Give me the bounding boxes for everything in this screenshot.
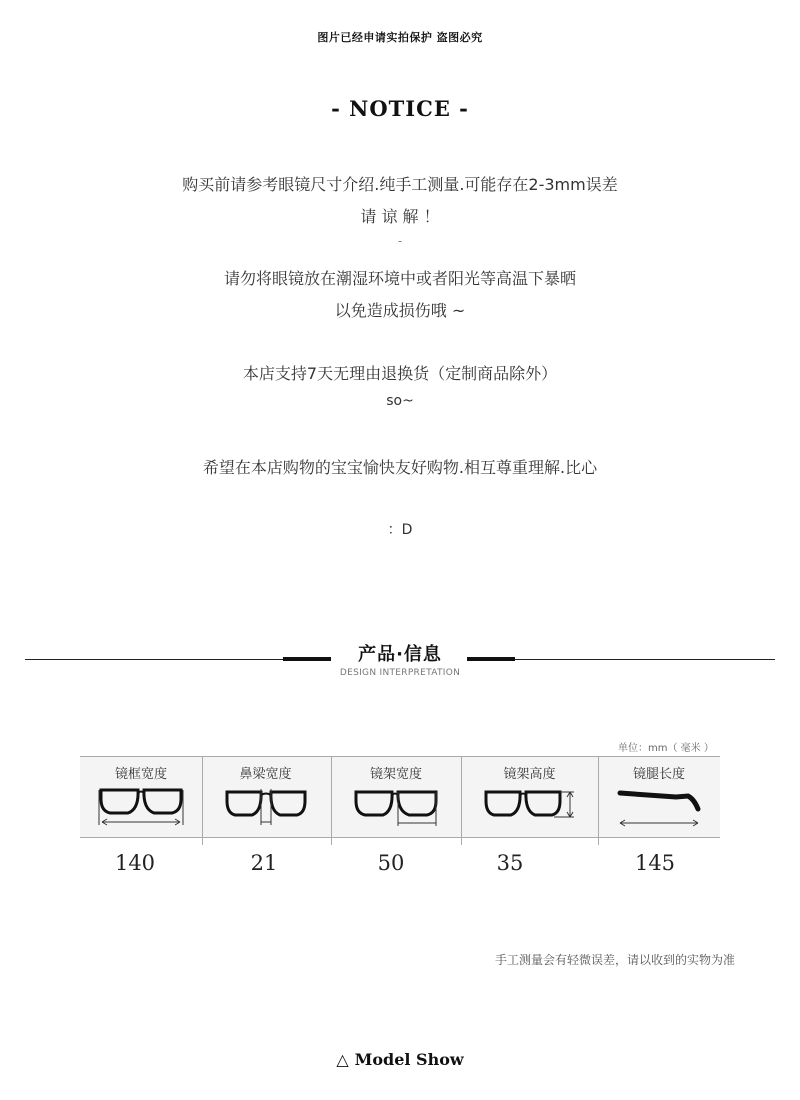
- product-info-subtitle: DESIGN INTERPRETATION: [339, 668, 461, 678]
- measure-lens-height: [461, 757, 598, 837]
- measure-label: 鼻梁宽度: [239, 767, 292, 782]
- notice-line-7: so~: [386, 393, 414, 409]
- lens-height-icon: [484, 787, 576, 829]
- notice-title: - NOTICE -: [331, 96, 469, 121]
- measure-lens-width: [331, 757, 461, 837]
- measurement-disclaimer: 手工测量会有轻微误差，请以收到的实物为准: [494, 953, 735, 967]
- notice-line-2: 请 谅 解 ！: [360, 207, 440, 226]
- measure-value-lens-height: 35: [496, 851, 524, 875]
- unit-note: 单位：mm（ 毫米 ）: [618, 743, 714, 754]
- measurement-table: [80, 756, 720, 838]
- notice-line-8: 希望在本店购物的宝宝愉快友好购物.相互尊重理解.比心: [202, 458, 598, 477]
- measure-value-temple-length: 145: [634, 851, 676, 875]
- measure-bridge-width: [202, 757, 329, 837]
- triangle-icon: △: [336, 1050, 349, 1069]
- frame-width-icon: [98, 787, 184, 829]
- measure-label: 镜架宽度: [369, 767, 422, 782]
- notice-line-9: ：D: [387, 522, 413, 538]
- notice-line-3: -: [397, 234, 403, 248]
- measure-temple-length: [598, 757, 720, 837]
- copyright-note: 图片已经申请实拍保护 盗图必究: [317, 31, 483, 44]
- notice-line-1: 购买前请参考眼镜尺寸介绍.纯手工测量.可能存在2-3mm误差: [182, 175, 618, 194]
- notice-line-4: 请勿将眼镜放在潮湿环境中或者阳光等高温下暴晒: [223, 269, 576, 288]
- model-show-label: Model Show: [354, 1050, 464, 1069]
- measure-label: 镜框宽度: [114, 767, 167, 782]
- product-info-title: 产品·信息: [358, 644, 442, 665]
- bridge-width-icon: [225, 787, 307, 829]
- temple-length-icon: [616, 787, 702, 829]
- notice-line-5: 以免造成损伤哦 ~: [334, 301, 466, 320]
- notice-line-6: 本店支持7天无理由退换货（定制商品除外）: [242, 364, 558, 383]
- measure-frame-width: [80, 757, 202, 837]
- measure-value-bridge-width: 21: [250, 851, 278, 875]
- lens-width-icon: [354, 787, 438, 829]
- model-show-heading: [0, 1050, 800, 1069]
- measure-value-lens-width: 50: [377, 851, 405, 875]
- measure-label: 镜架高度: [503, 767, 556, 782]
- measure-label: 镜腿长度: [632, 767, 685, 782]
- measure-value-frame-width: 140: [114, 851, 156, 875]
